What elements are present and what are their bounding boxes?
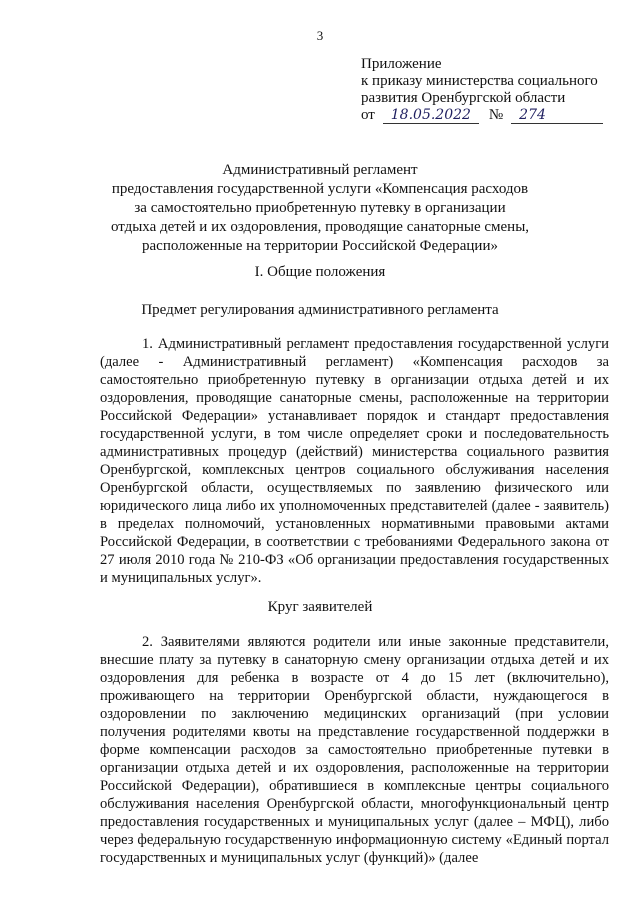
paragraph-2: 2. Заявителями являются родители или иные законные представители, внесшие плату за путевку в санаторную смену организации отдыха детей и их оздоровления для ребенка в возрасте от 4 до 15 лет (включительно), проживающего на территории Оренбургской области, нуждающегося в оздоровлении по заключению медицинских организаций (при условии получения родителями квоты на представление государственной поддержки в форме компенсации расходов за самостоятельно приобретенные путевки в организации отдыха детей и их оздоровления, расположенные на территории Российской Федерации), обратившиеся в комплексные центры социального обслуживания населения Оренбургской области, многофункциональный центр предоставления государственных и муниципальных услуг (далее – МФЦ), либо через федеральную государственную информационную систему «Единый портал государственных и муниципальных услуг (функций)» (далее: [100, 634, 609, 866]
appendix-block: [361, 56, 603, 124]
subheading-regulation-subject: Предмет регулирования административного регламента: [141, 302, 499, 318]
appendix-line-2: к приказу министерства социального: [361, 73, 598, 89]
page-number: 3: [316, 28, 324, 43]
title-line-2: предоставления государственной услуги «Компенсация расходов: [111, 181, 529, 197]
title-line-1: Административный регламент: [222, 162, 418, 178]
appendix-line-3: развития Оренбургской области: [361, 90, 566, 106]
handwritten-date: 18.05.2022: [383, 108, 479, 124]
title-line-4: отдыха детей и их оздоровления, проводящие санаторные смены,: [110, 219, 530, 235]
document-title: [0, 161, 640, 256]
title-line-5: расположенные на территории Российской Федерации»: [142, 238, 498, 254]
paragraph-1: 1. Административный регламент предоставления государственной услуги (далее - Административный регламент) «Компенсация расходов за самостоятельно приобретенную путевку в организации отдыха детей и их оздоровления, проводящие санаторные смены, расположенные на территории Российской Федерации» устанавливает порядок и стандарт предоставления государственной услуги, в том числе определяет сроки и последовательность административных процедур (действий) министерства социального развития Оренбургской, комплексных центров социального обслуживания населения Оренбургской области, осуществляемых по заявлению физического или юридического лица либо их уполномоченных представителей (далее - заявитель) в пределах полномочий, установленных нормативными правовыми актами Российской Федерации, в соответствии с требованиями Федерального закона от 27 июля 2010 года № 210-ФЗ «Об организации предоставления государственных и муниципальных услуг».: [100, 336, 609, 586]
handwritten-number: 274: [511, 108, 603, 124]
section-heading: I. Общие положения: [254, 264, 386, 280]
appendix-line-1: Приложение: [361, 56, 442, 72]
subheading-applicants: Круг заявителей: [267, 599, 373, 615]
title-line-3: за самостоятельно приобретенную путевку в организации: [134, 200, 506, 216]
order-date-number-line: [361, 107, 603, 124]
number-sign: №: [488, 107, 504, 123]
date-prefix: от: [361, 107, 375, 123]
